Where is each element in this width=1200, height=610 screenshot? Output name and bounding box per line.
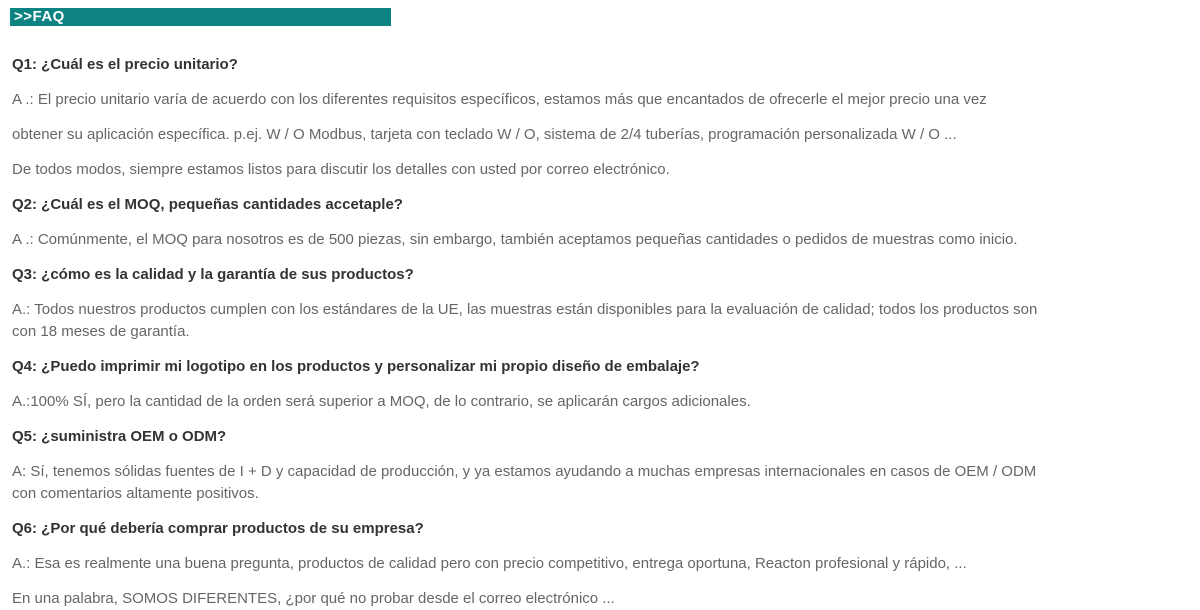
faq-question: Q5: ¿suministra OEM o ODM? xyxy=(12,428,227,445)
faq-answer-paragraph: En una palabra, SOMOS DIFERENTES, ¿por qué no probar desde el correo electrónico ... xyxy=(12,590,615,607)
faq-answer-paragraph: A .: El precio unitario varía de acuerdo con los diferentes requisitos específicos, estamos más que encantados de ofrecerle el mejor precio una vez xyxy=(12,91,987,108)
faq-answer-paragraph: A.: Todos nuestros productos cumplen con los estándares de la UE, las muestras están disponibles para la evaluación de calidad; todos los productos son con 18 meses de garantía. xyxy=(12,301,1038,340)
faq-question: Q1: ¿Cuál es el precio unitario? xyxy=(12,56,238,73)
faq-list xyxy=(0,54,1050,610)
faq-answer-paragraph: De todos modos, siempre estamos listos para discutir los detalles con usted por correo electrónico. xyxy=(12,161,670,178)
faq-question: Q2: ¿Cuál es el MOQ, pequeñas cantidades accetaple? xyxy=(12,196,403,213)
faq-question: Q6: ¿Por qué debería comprar productos de su empresa? xyxy=(12,520,424,537)
faq-answer-paragraph: A.:100% SÍ, pero la cantidad de la orden será superior a MOQ, de lo contrario, se aplicarán cargos adicionales. xyxy=(12,393,751,410)
faq-answer-paragraph: A: Sí, tenemos sólidas fuentes de I + D y capacidad de producción, y ya estamos ayudando a muchas empresas internacionales en casos de OEM / ODM con comentarios altamente positivos. xyxy=(12,463,1037,502)
faq-answer-paragraph: A .: Comúnmente, el MOQ para nosotros es de 500 piezas, sin embargo, también aceptamos pequeñas cantidades o pedidos de muestras como inicio. xyxy=(12,231,1018,248)
faq-page xyxy=(0,8,1200,610)
faq-header-bar xyxy=(10,8,391,26)
faq-answer-paragraph: A.: Esa es realmente una buena pregunta, productos de calidad pero con precio competitivo, entrega oportuna, Reacton profesional y rápido, ... xyxy=(12,555,967,572)
faq-header-title: >>FAQ xyxy=(14,8,65,25)
faq-question: Q3: ¿cómo es la calidad y la garantía de sus productos? xyxy=(12,266,414,283)
faq-answer-paragraph: obtener su aplicación específica. p.ej. W / O Modbus, tarjeta con teclado W / O, sistema de 2/4 tuberías, programación personalizada W / O ... xyxy=(12,126,957,143)
faq-question: Q4: ¿Puedo imprimir mi logotipo en los productos y personalizar mi propio diseño de embalaje? xyxy=(12,358,700,375)
